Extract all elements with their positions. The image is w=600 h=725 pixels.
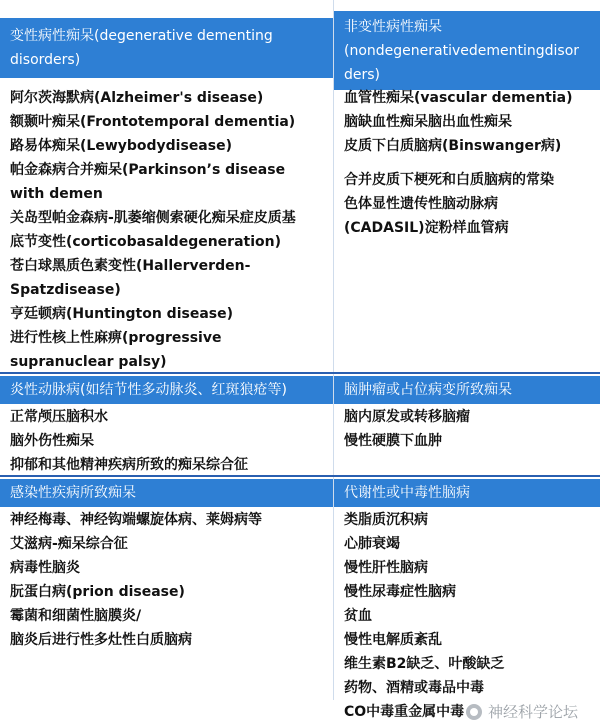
section-1-right-header [334,11,600,90]
section-1-right-cell [334,86,600,240]
header-line: 代谢性或中毒性脑病 [344,485,470,501]
list-item: 艾滋病-痴呆综合征 [10,536,128,552]
header-line: 感染性疾病所致痴呆 [10,485,136,501]
list-item: 亨廷顿病(Huntington disease) [10,306,234,322]
list-item: 额颞叶痴呆(Frontotemporal dementia) [10,114,296,130]
list-item: (CADASIL)淀粉样血管病 [344,220,509,236]
header-line: (nondegenerativedementingdisor [344,43,580,59]
section-divider [0,372,600,374]
list-item: 脑内原发或转移脑瘤 [344,409,470,425]
list-item: 底节变性(corticobasaldegeneration) [10,234,281,250]
list-item: supranuclear palsy) [10,354,167,370]
watermark [466,702,578,722]
header-line: disorders) [10,52,81,68]
list-item: 慢性肝性脑病 [344,560,428,576]
section-3-left-header [0,479,333,507]
list-item: 慢性尿毒症性脑病 [344,584,456,600]
list-item: 抑郁和其他精神疾病所致的痴呆综合征 [10,457,248,473]
list-item: 药物、酒精或毒品中毒 [344,680,484,696]
section-3-right-cell [334,508,600,724]
list-item: 路易体痴呆(Lewybodydisease) [10,138,232,154]
list-item: 血管性痴呆(vascular dementia) [344,90,573,106]
list-item: 脑外伤性痴呆 [10,433,94,449]
header-line: 炎性动脉病(如结节性多动脉炎、红斑狼疮等) [10,382,287,398]
header-line: ders) [344,67,381,83]
section-1-left-header [0,18,333,78]
list-item: 心肺衰竭 [344,536,400,552]
list-item: 脑炎后进行性多灶性白质脑病 [10,632,192,648]
section-3-left-cell [0,508,333,652]
list-item: 合并皮质下梗死和白质脑病的常染 [344,172,554,188]
list-item: CO中毒重金属中毒 [344,704,465,720]
list-item: 关岛型帕金森病-肌萎缩侧索硬化痴呆症皮质基 [10,210,296,226]
list-item: 阿尔茨海默病(Alzheimer's disease) [10,90,264,106]
list-item: 神经梅毒、神经钩端螺旋体病、莱姆病等 [10,512,262,528]
list-item: 色体显性遗传性脑动脉病 [344,196,498,212]
list-item: 朊蛋白病(prion disease) [10,584,185,600]
section-1-left-cell [0,86,333,374]
list-item: 病毒性脑炎 [10,560,80,576]
list-item: 正常颅压脑积水 [10,409,108,425]
spacer [344,158,590,168]
section-2-left-cell [0,405,333,477]
section-2-right-cell [334,405,600,453]
list-item: 进行性核上性麻痹(progressive [10,330,222,346]
list-item: 维生素B2缺乏、叶酸缺乏 [344,656,505,672]
section-divider [0,475,600,477]
header-line: 变性病性痴呆(degenerative dementing [10,28,273,44]
wechat-logo-icon [466,704,482,720]
list-item: 类脂质沉积病 [344,512,428,528]
list-item: 贫血 [344,608,372,624]
section-2-left-header [0,376,333,404]
list-item: 皮质下白质脑病(Binswanger病) [344,138,562,154]
list-item: 慢性电解质紊乱 [344,632,442,648]
header-line: 脑肿瘤或占位病变所致痴呆 [344,382,512,398]
list-item: 慢性硬膜下血肿 [344,433,442,449]
list-item: with demen [10,186,103,202]
section-2-right-header [334,376,600,404]
watermark-text: 神经科学论坛 [487,703,578,721]
list-item: 帕金森病合并痴呆(Parkinson’s disease [10,162,286,178]
header-line: 非变性病性痴呆 [344,19,442,35]
list-item: Spatzdisease) [10,282,121,298]
list-item: 脑缺血性痴呆脑出血性痴呆 [344,114,512,130]
list-item: 苍白球黑质色素变性(Hallerverden- [10,258,251,274]
list-item: 霉菌和细菌性脑膜炎/ [10,608,142,624]
section-3-right-header [334,479,600,507]
